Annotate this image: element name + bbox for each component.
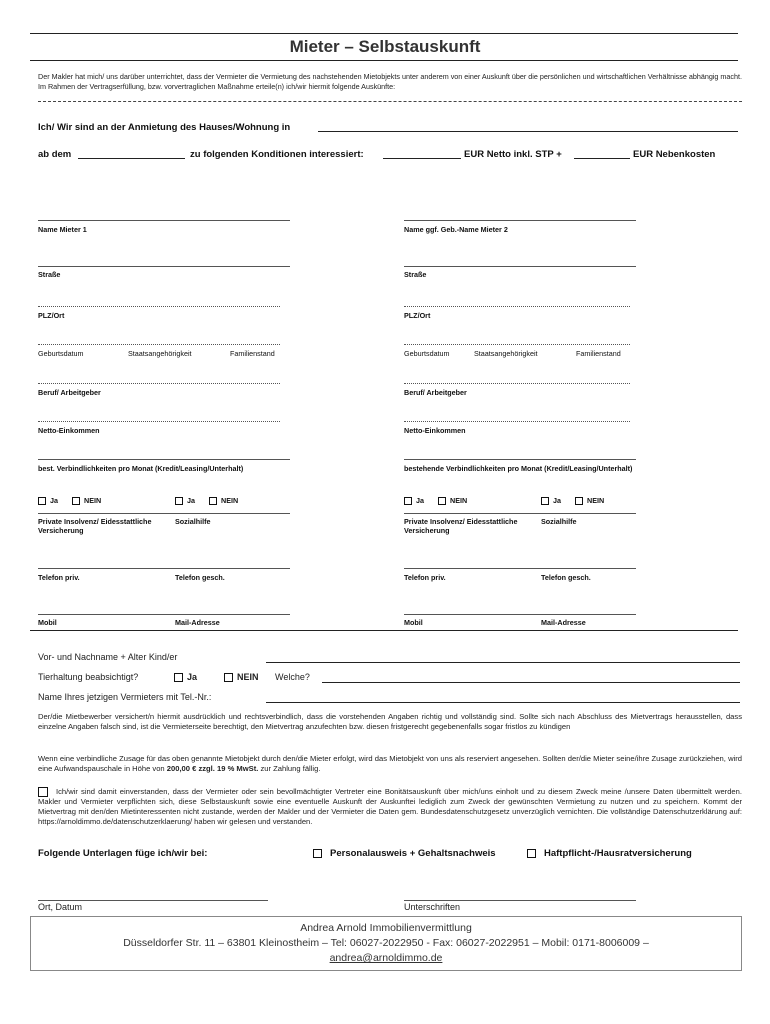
footer-box [30, 916, 742, 971]
tenant1-phone-work-label: Telefon gesch. [175, 573, 225, 582]
tenant2-welfare-no-checkbox[interactable] [575, 497, 583, 505]
tenant1-plz-label: PLZ/Ort [38, 311, 65, 320]
tenant1-phone-field[interactable] [38, 568, 290, 569]
rent-net-field[interactable] [383, 158, 461, 159]
yes-label: Ja [187, 496, 195, 505]
tenant2-name-label: Name ggf. Geb.-Name Mieter 2 [404, 225, 508, 234]
insurance-label: Haftpflicht-/Hausratversicherung [544, 848, 692, 859]
tenant1-welfare-no-checkbox[interactable] [209, 497, 217, 505]
pets-no-option [224, 672, 259, 682]
landlord-label: Name Ihres jetzigen Vermieters mit Tel.-Nr.: [38, 692, 212, 702]
additional-costs-field[interactable] [574, 158, 630, 159]
conditions-label: zu folgenden Konditionen interessiert: [190, 149, 364, 160]
pets-label: Tierhaltung beabsichtigt? [38, 672, 139, 682]
tenant1-welfare-label: Sozialhilfe [175, 517, 211, 526]
tenant1-name-field[interactable] [38, 220, 290, 221]
tenant1-insolvency-rule [38, 513, 290, 514]
pets-yes-checkbox[interactable] [174, 673, 183, 682]
title-rule [30, 60, 738, 61]
pets-no-label: NEIN [237, 672, 259, 682]
documents-item2 [527, 848, 692, 859]
tenant2-insolvency-label: Private Insolvenz/ Eidesstattliche Versicherung [404, 517, 518, 535]
footer-address: Düsseldorfer Str. 11 – 63801 Kleinostheim – Tel: 06027-2022950 - Fax: 06027-2022951 – Mobil: 0171-8006009 – [123, 937, 649, 949]
additional-costs-label: EUR Nebenkosten [633, 149, 716, 160]
tenant2-job-field[interactable] [404, 383, 630, 384]
reservation-fee: 200,00 € zzgl. 19 % MwSt. [166, 764, 259, 773]
start-date-field[interactable] [78, 158, 185, 159]
children-field[interactable] [266, 662, 740, 663]
tenant2-welfare-yes-checkbox[interactable] [541, 497, 549, 505]
tenant1-insolvency-options [38, 496, 101, 505]
tenant1-welfare-options [175, 496, 238, 505]
tenant1-birth-label: Geburtsdatum [38, 349, 84, 358]
tenant2-birth-label: Geburtsdatum [404, 349, 450, 358]
tenant1-status-label: Familienstand [230, 349, 275, 358]
id-salary-checkbox[interactable] [313, 849, 322, 858]
tenant1-job-field[interactable] [38, 383, 280, 384]
tenant1-insolvency-yes-checkbox[interactable] [38, 497, 46, 505]
no-label: NEIN [221, 496, 239, 505]
section-rule [30, 630, 738, 631]
tenant2-insolvency-options [404, 496, 467, 505]
tenant2-job-label: Beruf/ Arbeitgeber [404, 388, 467, 397]
tenant2-birth-field[interactable] [404, 344, 630, 345]
which-label: Welche? [275, 672, 310, 682]
yes-label: Ja [50, 496, 58, 505]
tenant1-insolvency-no-checkbox[interactable] [72, 497, 80, 505]
tenant1-liabilities-field[interactable] [38, 459, 290, 460]
tenant1-plz-field[interactable] [38, 306, 280, 307]
tenant2-insolvency-yes-checkbox[interactable] [404, 497, 412, 505]
yes-label: Ja [416, 496, 424, 505]
footer-email-link[interactable]: andrea@arnoldimmo.de [329, 952, 443, 964]
no-label: NEIN [450, 496, 468, 505]
consent-paragraph [38, 787, 742, 827]
tenant2-nationality-label: Staatsangehörigkeit [474, 349, 538, 358]
tenant2-plz-field[interactable] [404, 306, 630, 307]
property-field[interactable] [318, 131, 738, 132]
top-rule [30, 33, 738, 34]
tenant1-birth-field[interactable] [38, 344, 280, 345]
place-date-label: Ort, Datum [38, 902, 83, 912]
tenant2-income-label: Netto-Einkommen [404, 426, 466, 435]
tenant2-phone-field[interactable] [404, 568, 636, 569]
tenant2-street-field[interactable] [404, 266, 636, 267]
tenant1-mobile-label: Mobil [38, 618, 57, 627]
tenant1-street-field[interactable] [38, 266, 290, 267]
reservation-paragraph [38, 754, 742, 774]
rent-net-label: EUR Netto inkl. STP + [464, 149, 562, 160]
tenant2-phone-work-label: Telefon gesch. [541, 573, 591, 582]
intro-fill-line[interactable] [38, 101, 742, 102]
tenant1-phone-label: Telefon priv. [38, 573, 80, 582]
tenant2-mobile-label: Mobil [404, 618, 423, 627]
place-date-field[interactable] [38, 900, 268, 901]
tenant2-welfare-options [541, 496, 604, 505]
pets-yes-label: Ja [187, 672, 198, 682]
reservation-text-end: zur Zahlung fällig. [260, 764, 321, 773]
tenant1-income-label: Netto-Einkommen [38, 426, 100, 435]
tenant2-insolvency-rule [404, 513, 636, 514]
documents-label: Folgende Unterlagen füge ich/wir bei: [38, 848, 208, 859]
pets-yes-option [174, 672, 197, 682]
signatures-label: Unterschriften [404, 902, 461, 912]
tenant1-mail-label: Mail-Adresse [175, 618, 220, 627]
landlord-field[interactable] [266, 702, 740, 703]
tenant1-name-label: Name Mieter 1 [38, 225, 87, 234]
no-label: NEIN [587, 496, 605, 505]
tenant1-insolvency-label: Private Insolvenz/ Eidesstattliche Versicherung [38, 517, 152, 535]
tenant1-mobile-field[interactable] [38, 614, 290, 615]
tenant2-liabilities-label: bestehende Verbindlichkeiten pro Monat (Kredit/Leasing/Unterhalt) [404, 464, 633, 473]
tenant1-welfare-yes-checkbox[interactable] [175, 497, 183, 505]
tenant2-mobile-field[interactable] [404, 614, 636, 615]
footer-company: Andrea Arnold Immobilienvermittlung [300, 922, 472, 934]
start-date-label: ab dem [38, 149, 72, 160]
tenant2-welfare-label: Sozialhilfe [541, 517, 577, 526]
truth-declaration: Der/die Mietbewerber versichert/n hiermit ausdrücklich und rechtsverbindlich, dass die vorstehenden Angaben richtig und vollständig sind. Sollte sich nach Abschluss des Mietvertrags herausstellen, dass einzelne Angaben falsch sind, ist die Vermieterseite berechtigt, den Mietvertrag anzufechten bzw. diesen fristgerecht gegebenenfalls sogar fristlos zu kündigen [38, 712, 742, 731]
tenant1-job-label: Beruf/ Arbeitgeber [38, 388, 101, 397]
tenant2-insolvency-no-checkbox[interactable] [438, 497, 446, 505]
tenant2-status-label: Familienstand [576, 349, 621, 358]
tenant2-income-field[interactable] [404, 421, 630, 422]
pets-no-checkbox[interactable] [224, 673, 233, 682]
tenant2-phone-label: Telefon priv. [404, 573, 446, 582]
intro-text: Der Makler hat mich/ uns darüber unterrichtet, dass der Vermieter die Vermietung des nachstehenden Mietobjekts unter anderem von einer Auskunft über die persönlichen und wirtschaftlichen Verhältnisse abhängig macht. Im Rahmen der Vertragserfüllung, bzw. vorvertraglichen Maßnahme erteile(n) ich/wir hiermit folgende Auskünfte: [38, 72, 742, 91]
no-label: NEIN [84, 496, 102, 505]
tenant1-street-label: Straße [38, 270, 61, 279]
tenant1-nationality-label: Staatsangehörigkeit [128, 349, 192, 358]
id-salary-label: Personalausweis + Gehaltsnachweis [330, 848, 496, 859]
tenant2-street-label: Straße [404, 270, 427, 279]
tenant1-liabilities-label: best. Verbindlichkeiten pro Monat (Kredit/Leasing/Unterhalt) [38, 464, 244, 473]
which-pets-field[interactable] [322, 682, 740, 683]
tenant2-mail-label: Mail-Adresse [541, 618, 586, 627]
children-label: Vor- und Nachname + Alter Kind/er [38, 652, 178, 662]
consent-checkbox[interactable] [38, 787, 48, 797]
yes-label: Ja [553, 496, 561, 505]
reservation-text: Wenn eine verbindliche Zusage für das oben genannte Mietobjekt durch den/die Mieter erfolgt, wird das Mietobjekt von uns als reserviert angesehen. Sollten der/die Mieter seine/ihre Zusage zurückziehen, wird eine Aufwandspauschale in Höhe von [38, 754, 742, 773]
tenant2-name-field[interactable] [404, 220, 636, 221]
tenant2-liabilities-field[interactable] [404, 459, 636, 460]
insurance-checkbox[interactable] [527, 849, 536, 858]
signature-field[interactable] [404, 900, 636, 901]
documents-item1 [313, 848, 496, 859]
tenant1-income-field[interactable] [38, 421, 280, 422]
tenant2-plz-label: PLZ/Ort [404, 311, 431, 320]
interest-label: Ich/ Wir sind an der Anmietung des Hauses/Wohnung in [38, 122, 291, 133]
page-title: Mieter – Selbstauskunft [289, 37, 481, 56]
consent-text: Ich/wir sind damit einverstanden, dass der Vermieter oder sein bevollmächtigter Vertreter eine Bonitätsauskunft über mich/uns einholt und zu diesem Zweck meine /unsere Daten übermittelt werden. Makler und Vermieter verpflichten sich, diese Selbstauskunft sowie eine eventuelle Auskunft der Auskunftei lediglich zum Zweck der gewünschten Vermietung zu nutzen und zu speichern. Kommt der Mietvertrag mit den/den Mietinteressenten nicht zustande, werden der Makler und der Vermieter die Daten gem. Bundesdatenschutzgesetz unverzüglich vernichten. Die vollständige Datenschutzerklärung auf: https://arnoldimmo.de/datenschutzerklaerung/ haben wir gelesen und verstanden. [38, 787, 742, 826]
